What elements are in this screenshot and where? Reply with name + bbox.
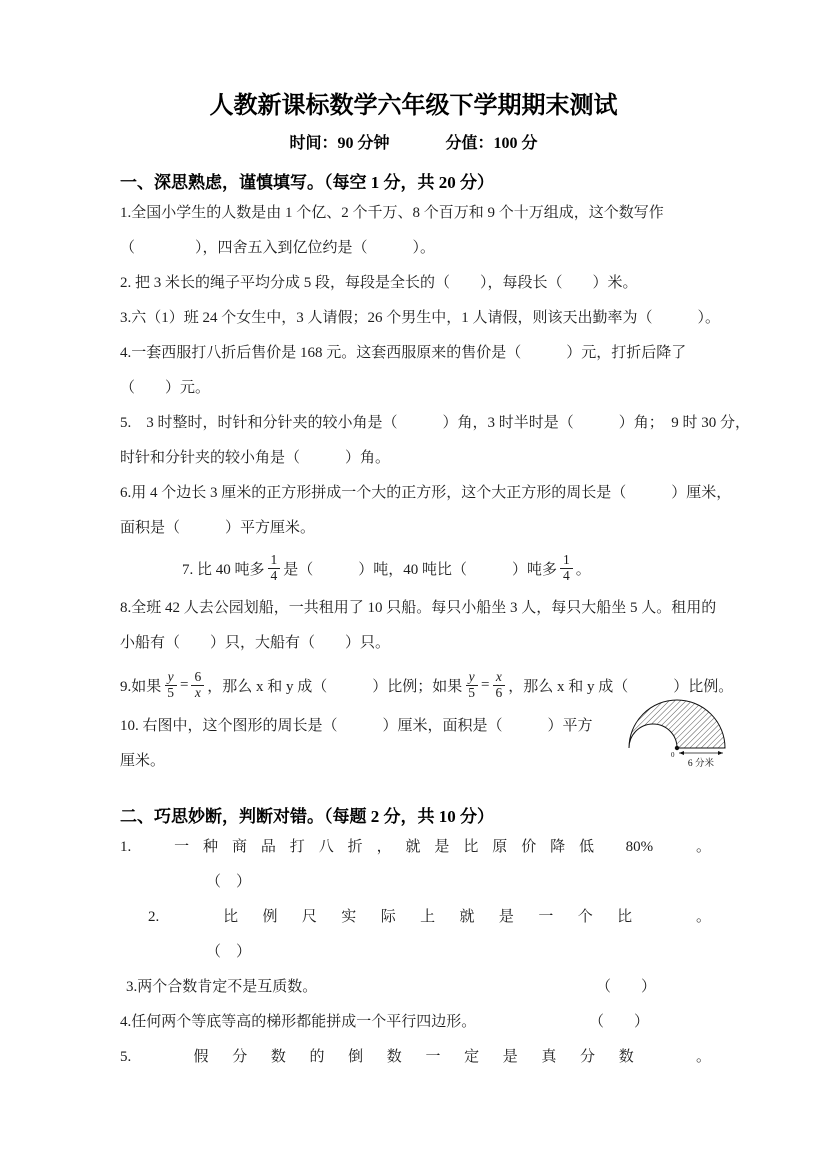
question-7-text-pre: 7. 比 40 吨多: [182, 562, 265, 578]
question-10-line-2: 厘米。: [120, 753, 166, 769]
time-label: 时间：90 分钟: [289, 135, 390, 152]
question-5-line-2: 时针和分针夹的较小角是（ ）角。: [120, 450, 391, 466]
question-6-line-1: 6.用 4 个边长 3 厘米的正方形拼成一个大的正方形，这个大正方形的周长是（ ）厘米，: [120, 485, 732, 501]
judge-question-1: 1. 一种商品打八折，就是比原价降低 80% 。: [120, 839, 711, 855]
equals-sign: =: [481, 676, 490, 693]
fraction: $\frac{6}{x}$: [191, 670, 204, 701]
question-7: [120, 546, 711, 591]
judge-question-2: 2. 比例尺实际上就是一个比 。: [148, 909, 711, 925]
equals-sign: =: [180, 676, 189, 693]
fraction: $\frac{1}{4}$: [560, 553, 573, 584]
question-9-text-pre: 9.如果: [120, 678, 162, 695]
judge-question-1-blank: （ ）: [206, 874, 252, 890]
judge-question-4-text: 4.任何两个等底等高的梯形都能拼成一个平行四边形。: [120, 1014, 477, 1030]
question-2: 2. 把 3 米长的绳子平均分成 5 段，每段是全长的（ ），每段长（ ）米。: [120, 275, 638, 291]
fraction: $\frac{y}{5}$: [164, 670, 177, 701]
question-8-line-1: 8.全班 42 人去公园划船，一共租用了 10 只船。每只小船坐 3 人，每只大船坐 5 人。租用的: [120, 600, 717, 616]
fraction: $\frac{x}{6}$: [492, 670, 505, 701]
judge-question-3-text: 3.两个合数肯定不是互质数。: [126, 979, 318, 995]
origin-label: 0: [671, 751, 675, 759]
question-6-line-2: 面积是（ ）平方厘米。: [120, 520, 316, 536]
question-7-text-post: 。: [575, 562, 591, 578]
paper-content: [120, 169, 751, 1075]
score-label: 分值：100 分: [445, 135, 538, 152]
semicircle-diagram: [627, 686, 731, 770]
question-8-line-2: 小船有（ ）只，大船有（ ）只。: [120, 635, 391, 651]
question-9-text-mid: ，那么 x 和 y 成（ ）比例；如果: [207, 678, 463, 695]
judge-question-5: 5. 假分数的倒数一定是真分数 。: [120, 1049, 711, 1065]
dimension-label: 6 分米: [687, 759, 715, 769]
question-10-line-1: 10. 右图中，这个图形的周长是（ ）厘米，面积是（ ）平方: [120, 718, 593, 734]
question-3: 3.六（1）班 24 个女生中，3 人请假；26 个男生中，1 人请假，则该天出勤率为（ ）。: [120, 310, 721, 326]
question-5-line-1: 5. 3 时整时，时针和分针夹的较小角是（ ）角，3 时半时是（ ）角； 9 时 30 分，: [120, 415, 751, 431]
question-9-text-post: ，那么 x 和 y 成（ ）比例。: [508, 678, 734, 695]
judge-question-4: [120, 1005, 711, 1040]
section-2-heading: 二、巧思妙断，判断对错。（每题 2 分，共 10 分）: [120, 807, 494, 826]
question-7-text-mid: 是（ ）吨，40 吨比（ ）吨多: [283, 562, 558, 578]
fraction: $\frac{y}{5}$: [465, 670, 478, 701]
question-9: [120, 661, 734, 709]
question-1-line-2: （ ），四舍五入到亿位约是（ ）。: [120, 240, 436, 256]
hatched-shape: [629, 700, 725, 748]
dimension-arrow-left: [679, 751, 684, 755]
question-1-line-1: 1.全国小学生的人数是由 1 个亿、2 个千万、8 个百万和 9 个十万组成，这个数写作: [120, 205, 664, 221]
judge-question-3-blank: （ ）: [595, 979, 656, 995]
page-title: 人教新课标数学六年级下学期期末测试: [209, 93, 618, 119]
question-4-line-2: （ ）元。: [120, 380, 211, 396]
dimension-arrow-right: [718, 751, 723, 755]
q10-figure: [627, 686, 731, 770]
judge-question-4-blank: （ ）: [588, 1014, 649, 1030]
judge-question-2-blank: （ ）: [206, 944, 252, 960]
center-dot: [675, 746, 679, 750]
fraction: $\frac{1}{4}$: [268, 553, 281, 584]
judge-question-3: [120, 970, 711, 1005]
section-1-heading: 一、深思熟虑，谨慎填写。（每空 1 分，共 20 分）: [120, 173, 494, 192]
test-meta: [0, 132, 827, 156]
question-4-line-1: 4.一套西服打八折后售价是 168 元。这套西服原来的售价是（ ）元，打折后降了: [120, 345, 687, 361]
